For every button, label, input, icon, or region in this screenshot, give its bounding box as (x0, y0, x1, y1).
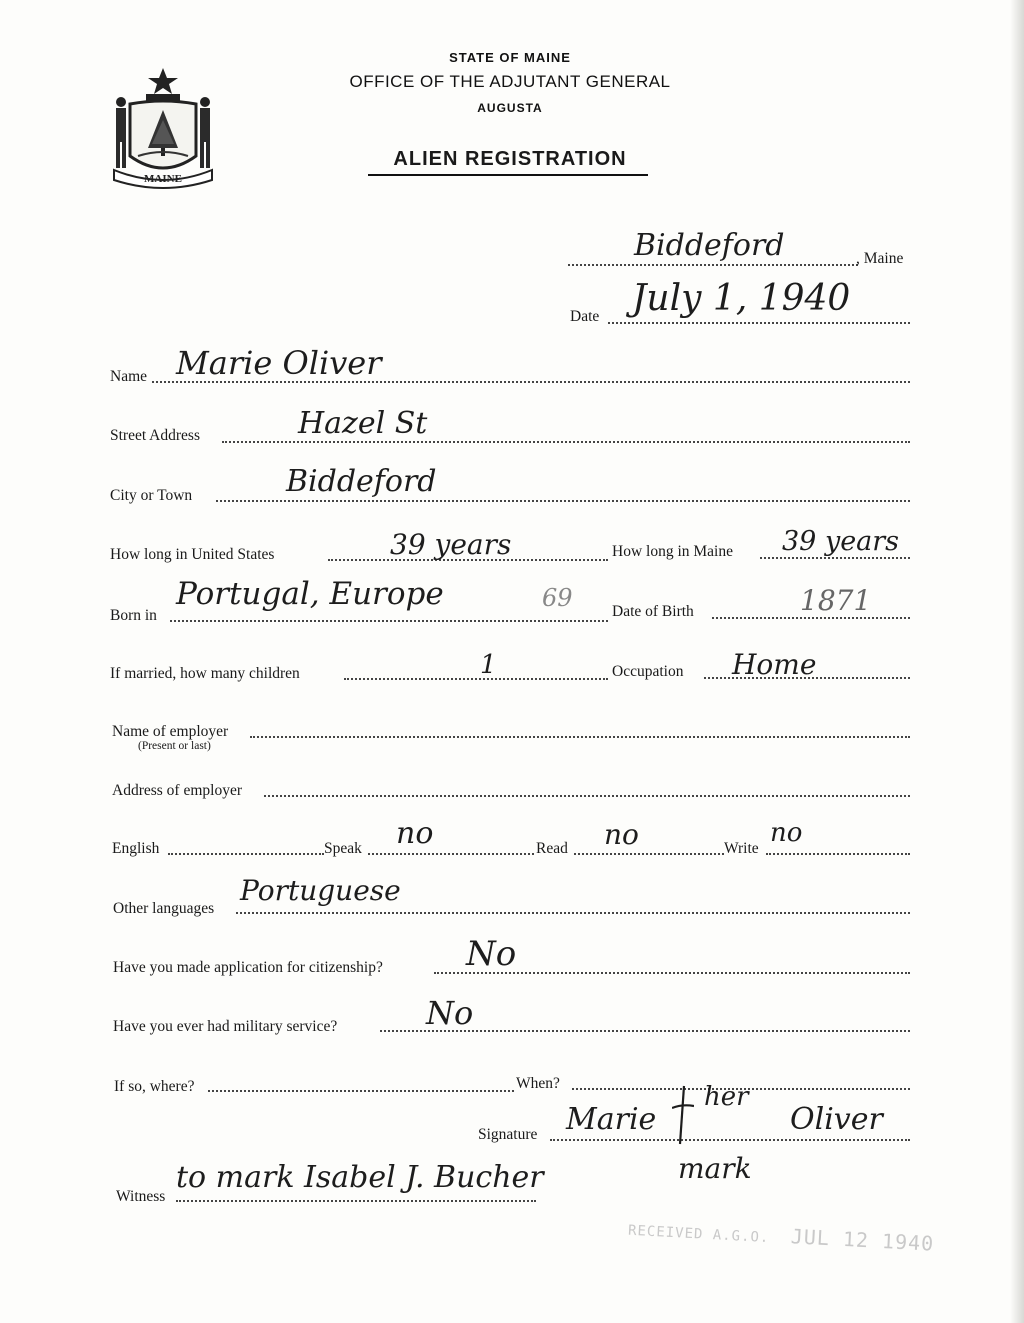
children-value: 1 (480, 650, 497, 680)
children-label: If married, how many children (110, 665, 300, 682)
signature-her: her (704, 1082, 749, 1112)
street-label: Street Address (110, 427, 200, 444)
date-line (608, 322, 910, 324)
signature-x-mark (672, 1084, 694, 1146)
maine-state-seal-icon (108, 64, 218, 190)
speak-line (368, 853, 534, 855)
other-languages-line (236, 912, 910, 914)
english-label: English (112, 840, 160, 857)
received-stamp (628, 1216, 947, 1257)
speak-label: Speak (324, 840, 362, 857)
name-value: Marie Oliver (176, 344, 382, 382)
read-value: no (604, 818, 639, 851)
born-label: Born in (110, 607, 157, 624)
header-city: AUGUSTA (477, 101, 543, 115)
employer-sublabel: (Present or last) (138, 740, 211, 752)
us-duration-label: How long in United States (110, 546, 275, 563)
town-value: Biddeford (634, 228, 785, 263)
other-languages-label: Other languages (113, 900, 215, 917)
born-line (170, 620, 608, 622)
occupation-label: Occupation (612, 663, 684, 680)
date-label: Date (570, 308, 600, 325)
employer-line (250, 736, 910, 738)
citizenship-value: No (466, 934, 517, 974)
maine-label: , Maine (856, 250, 904, 267)
where-line (208, 1090, 514, 1092)
name-label: Name (110, 368, 148, 385)
employer-address-label: Address of employer (112, 782, 242, 799)
signature-first: Marie (566, 1102, 657, 1137)
town-line (568, 264, 858, 266)
military-value: No (426, 994, 474, 1032)
citizenship-label: Have you made application for citizenship? (113, 959, 383, 976)
received-stamp-date: JUL 12 1940 (790, 1224, 935, 1256)
title-underline (368, 174, 648, 176)
speak-value: no (396, 816, 434, 851)
employer-address-line (264, 795, 910, 797)
write-label: Write (724, 840, 759, 857)
dob-value: 1871 (800, 584, 872, 617)
dob-line (712, 617, 910, 619)
when-label: When? (516, 1075, 560, 1092)
maine-duration-line (760, 557, 910, 559)
city-value: Biddeford (286, 464, 437, 499)
city-label: City or Town (110, 487, 193, 504)
maine-duration-label: How long in Maine (612, 543, 733, 560)
write-line (766, 853, 910, 855)
paper-edge (1010, 0, 1024, 1323)
witness-label: Witness (116, 1188, 166, 1205)
where-label: If so, where? (114, 1078, 195, 1095)
read-label: Read (536, 840, 568, 857)
header-state: STATE OF MAINE (449, 50, 571, 65)
employer-label: Name of employer (112, 723, 229, 740)
read-line (574, 853, 724, 855)
write-value: no (770, 818, 803, 848)
form-title: ALIEN REGISTRATION (393, 148, 627, 170)
date-value: July 1, 1940 (632, 278, 851, 319)
us-duration-value: 39 years (390, 528, 512, 561)
street-value: Hazel St (298, 406, 428, 441)
svg-text:MAINE: MAINE (144, 173, 182, 185)
dob-label: Date of Birth (612, 603, 694, 620)
born-value: Portugal, Europe (176, 576, 444, 612)
city-line (216, 500, 910, 502)
signature-line (550, 1139, 910, 1141)
signature-last: Oliver (790, 1102, 883, 1137)
witness-value: to mark Isabel J. Bucher (176, 1160, 544, 1195)
header-office: OFFICE OF THE ADJUTANT GENERAL (349, 72, 671, 91)
occupation-value: Home (732, 648, 817, 681)
english-line (168, 853, 324, 855)
signature-mark: mark (678, 1152, 752, 1185)
other-languages-value: Portuguese (240, 874, 401, 907)
witness-line (176, 1200, 536, 1202)
age-note: 69 (542, 584, 573, 612)
received-stamp-text: RECEIVED A.G.O. (627, 1222, 770, 1247)
military-label: Have you ever had military service? (113, 1018, 338, 1035)
maine-duration-value: 39 years (782, 526, 900, 557)
children-line (344, 678, 608, 680)
signature-label: Signature (478, 1126, 538, 1143)
street-line (222, 441, 910, 443)
